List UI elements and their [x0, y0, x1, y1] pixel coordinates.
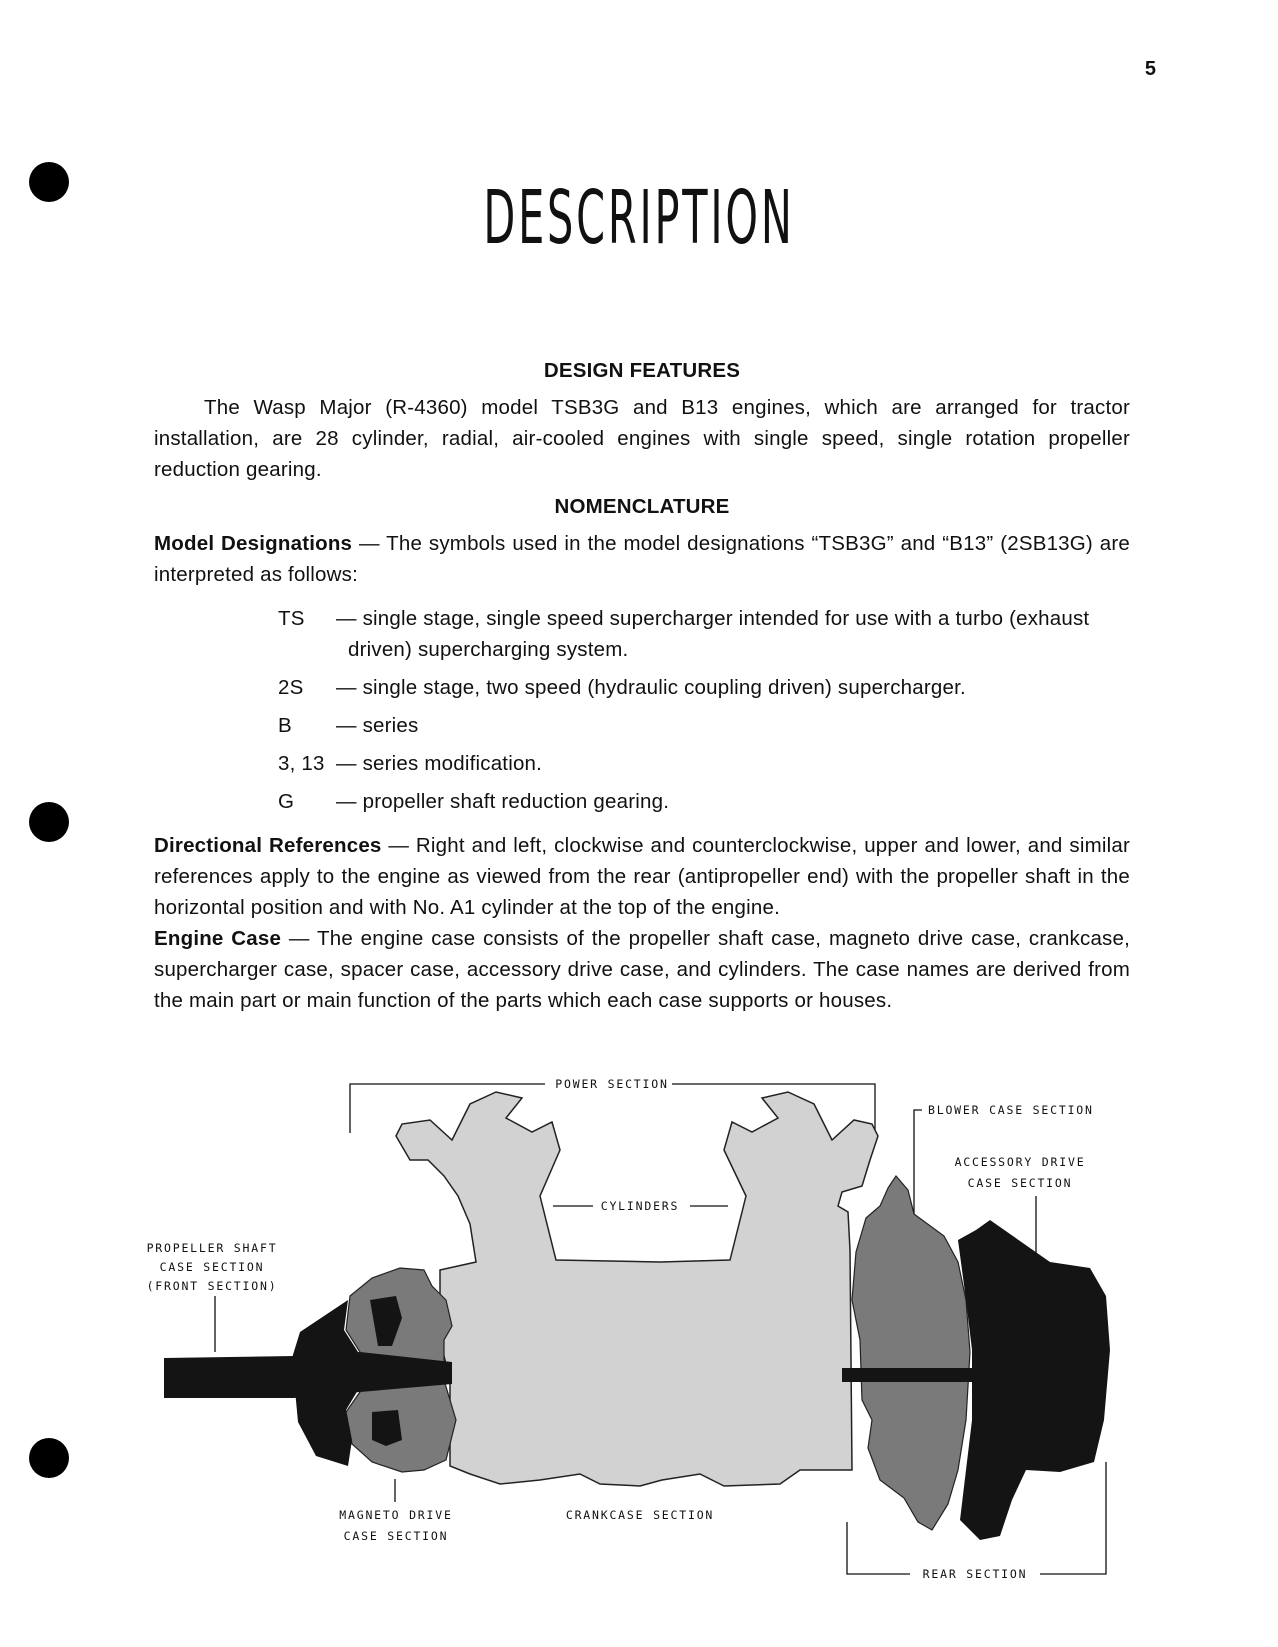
design-features-heading: DESIGN FEATURES [543, 359, 741, 382]
label-crankcase-section: CRANKCASE SECTION [565, 1508, 715, 1522]
label-accessory-drive-line1: ACCESSORY DRIVE [954, 1155, 1086, 1169]
designation-definition: — single stage, two speed (hydraulic coupling driven) supercharger. [336, 676, 966, 699]
page-number: 5 [1144, 58, 1156, 80]
designation-definition: — series [336, 714, 419, 737]
designation-definition-continued: driven) supercharging system. [348, 638, 629, 661]
crankcase-and-cylinders-shape [396, 1092, 878, 1486]
label-propeller-shaft-line3: (FRONT SECTION) [146, 1279, 278, 1293]
designation-definition: — series modification. [336, 752, 543, 775]
designation-symbol: 2S [278, 676, 304, 699]
nomenclature-heading: NOMENCLATURE [554, 495, 730, 518]
label-blower-case-section: BLOWER CASE SECTION [928, 1103, 1094, 1117]
label-accessory-drive-line2: CASE SECTION [967, 1176, 1073, 1190]
designation-symbol: TS [278, 607, 305, 630]
label-magneto-drive-line2: CASE SECTION [343, 1529, 449, 1543]
label-cylinders: CYLINDERS [600, 1199, 680, 1213]
designation-definition: — propeller shaft reduction gearing. [336, 790, 670, 813]
label-rear-section: REAR SECTION [922, 1567, 1028, 1581]
label-propeller-shaft-line2: CASE SECTION [159, 1260, 265, 1274]
designation-symbol: 3, 13 [278, 752, 325, 775]
label-power-section: POWER SECTION [555, 1077, 669, 1091]
designation-symbol: B [278, 714, 292, 737]
engine-case-text: — The engine case consists of the propeller shaft case, magneto drive case, crankcase, supercharger case, spacer case, accessory drive case, and cylinders. The case names are derived from the main part or main function of the parts which each case supports or houses. [154, 927, 1130, 1012]
page-title: DESCRIPTION [483, 175, 795, 261]
engine-case-lead: Engine Case [154, 927, 282, 950]
directional-references-lead: Directional References [154, 834, 382, 857]
blower-case-shape [852, 1176, 970, 1530]
rear-shaft-shape [842, 1368, 1072, 1382]
model-designations-text: — The symbols used in the model designations “TSB3G” and “B13” (2SB13G) are interpreted as follows: [154, 532, 1130, 586]
label-magneto-drive-line1: MAGNETO DRIVE [339, 1508, 453, 1522]
label-propeller-shaft-line1: PROPELLER SHAFT [146, 1241, 278, 1255]
design-features-paragraph: The Wasp Major (R-4360) model TSB3G and B13 engines, which are arranged for tractor installation, are 28 cylinder, radial, air-cooled engines with single speed, single rotation propeller reduction gearing. [154, 396, 1130, 481]
designation-symbol: G [278, 790, 295, 813]
model-designations-lead: Model Designations [154, 532, 353, 555]
designation-definition: — single stage, single speed supercharger intended for use with a turbo (exhaust [336, 607, 1090, 630]
directional-references-text: — Right and left, clockwise and counterclockwise, upper and lower, and similar references apply to the engine as viewed from the rear (antipropeller end) with the propeller shaft in the horizontal position and with No. A1 cylinder at the top of the engine. [154, 834, 1130, 919]
